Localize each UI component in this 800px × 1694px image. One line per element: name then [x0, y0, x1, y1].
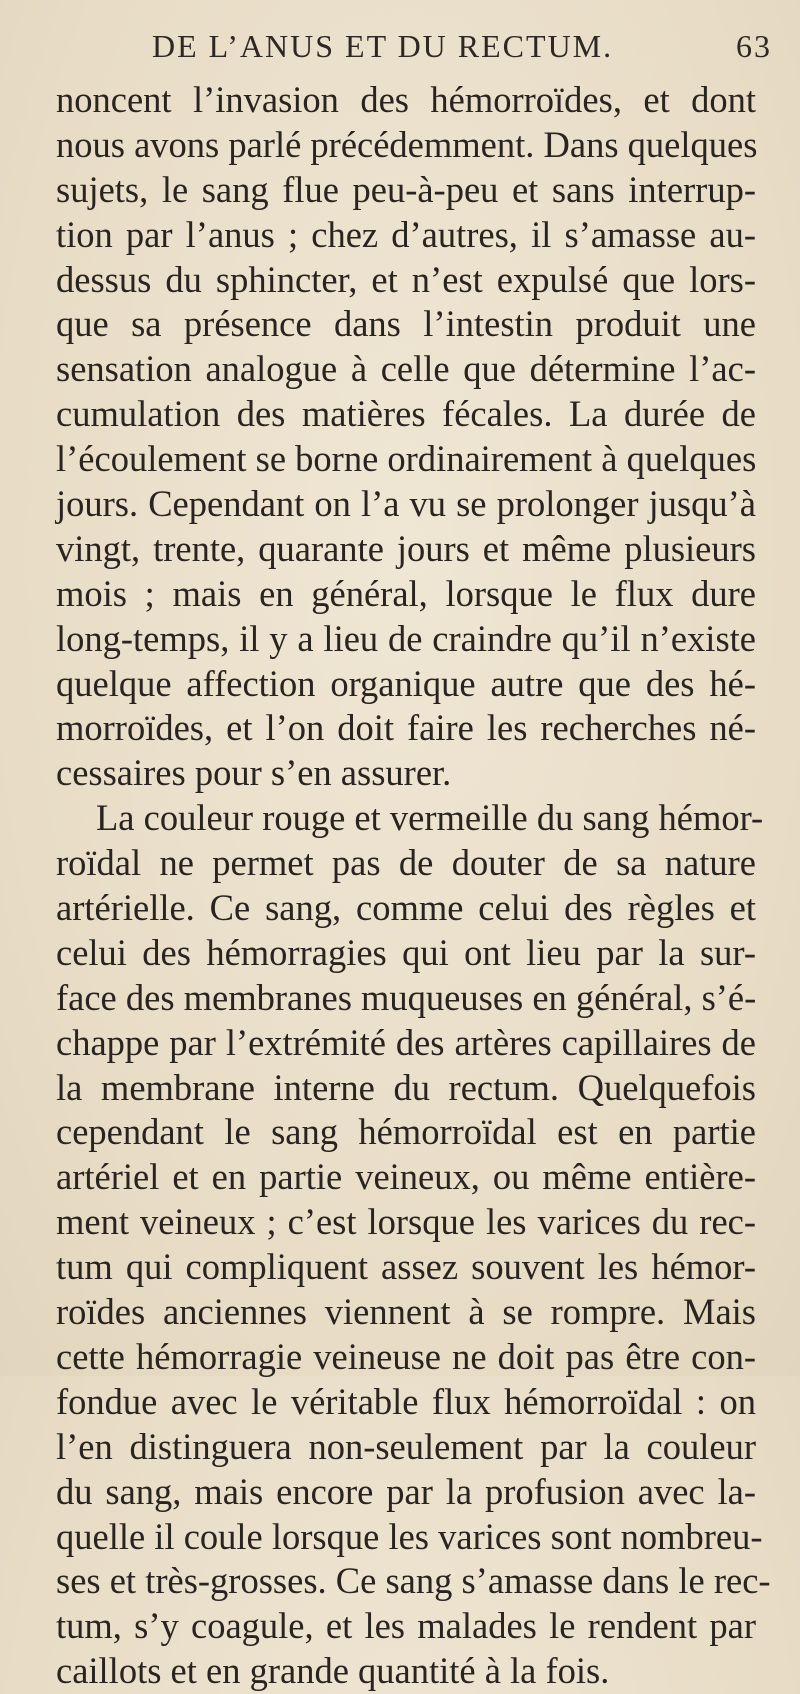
text-line: roïdal ne permet pas de douter de sa nature — [56, 842, 756, 884]
text-line: tum qui compliquent assez souvent les hémor- — [56, 1246, 756, 1288]
text-line: artériel et en partie veineux, ou même entière- — [56, 1156, 756, 1198]
text-line: celui des hémorragies qui ont lieu par la sur- — [56, 931, 756, 973]
text-line: quelque affection organique autre que des hé- — [56, 662, 756, 704]
running-head — [152, 28, 772, 68]
text-line: jours. Cependant on l’a vu se prolonger jusqu’à — [56, 483, 756, 525]
text-line: que sa présence dans l’intestin produit une — [56, 303, 756, 345]
text-line: chappe par l’extrémité des artères capillaires de — [56, 1021, 756, 1063]
text-line: quelle il coule lorsque les varices sont nombreu- — [56, 1515, 763, 1557]
text-line: long-temps, il y a lieu de craindre qu’il n’existe — [56, 617, 756, 659]
text-line: cependant le sang hémorroïdal est en partie — [56, 1111, 756, 1153]
text-line: morroïdes, et l’on doit faire les recherches né- — [56, 707, 756, 749]
body-text — [56, 78, 771, 1694]
text-line: noncent l’invasion des hémorroïdes, et dont — [56, 79, 756, 120]
text-line: face des membranes muqueuses en général, s’é- — [56, 976, 757, 1018]
text-line: l’en distinguera non-seulement par la couleur — [56, 1425, 756, 1467]
text-line: tum, s’y coagule, et les malades le rendent par — [56, 1605, 756, 1647]
text-line: fondue avec le véritable flux hémorroïdal : on — [56, 1380, 756, 1422]
running-head-title: DE L’ANUS ET DU RECTUM. — [152, 28, 614, 64]
text-line: artérielle. Ce sang, comme celui des règles et — [56, 887, 756, 929]
text-line: mois ; mais en général, lorsque le flux dure — [56, 572, 756, 614]
text-line-paragraph-start: La couleur rouge et vermeille du sang hémor- — [96, 797, 764, 839]
text-line: roïdes anciennes viennent à se rompre. Mais — [56, 1291, 756, 1333]
text-line: cumulation des matières fécales. La durée de — [56, 393, 756, 435]
text-line-paragraph-end: caillots et en grande quantité à la fois. — [56, 1650, 610, 1692]
text-line: nous avons parlé précédemment. Dans quelques — [56, 123, 758, 165]
text-line: sensation analogue à celle que détermine l’ac- — [56, 348, 756, 390]
text-line: l’écoulement se borne ordinairement à quelques — [56, 438, 757, 480]
page-number: 63 — [736, 28, 772, 64]
text-line: tion par l’anus ; chez d’autres, il s’amasse au- — [56, 213, 756, 255]
text-line-paragraph-end: cessaires pour s’en assurer. — [56, 752, 452, 794]
text-line: dessus du sphincter, et n’est expulsé que lors- — [56, 258, 756, 300]
text-line: ment veineux ; c’est lorsque les varices du rec- — [56, 1201, 756, 1243]
text-line: ses et très-grosses. Ce sang s’amasse dans le rec- — [56, 1560, 771, 1602]
text-line: du sang, mais encore par la profusion avec la- — [56, 1470, 756, 1512]
text-line: sujets, le sang flue peu-à-peu et sans interrup- — [56, 168, 756, 210]
text-line: cette hémorragie veineuse ne doit pas être con- — [56, 1335, 756, 1377]
text-line: vingt, trente, quarante jours et même plusieurs — [56, 527, 756, 569]
text-line: la membrane interne du rectum. Quelquefois — [56, 1066, 756, 1108]
